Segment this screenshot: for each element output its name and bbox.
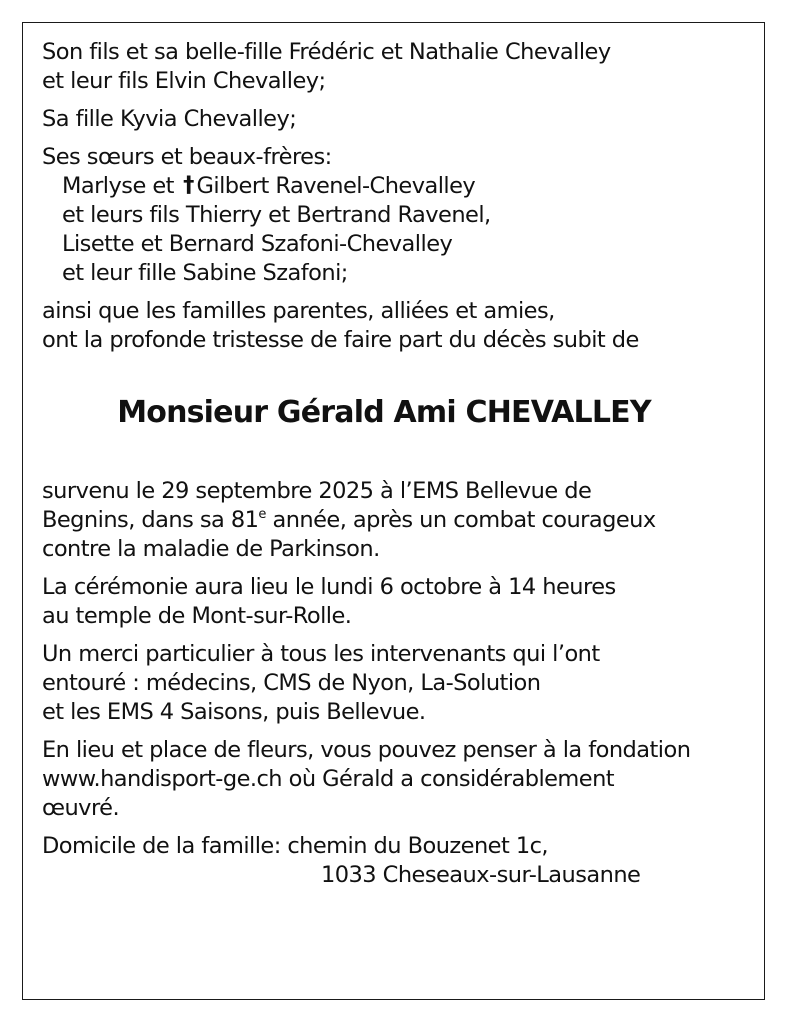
sibling-1-names: Marlyse et (62, 173, 174, 199)
deceased-cross-icon: † (183, 172, 194, 198)
deceased-name-block (42, 395, 754, 431)
announcement-line-2: ont la profonde tristesse de faire part du décès subit de (42, 327, 639, 353)
deceased-name: Monsieur Gérald Ami CHEVALLEY (117, 395, 651, 430)
sibling-1-line-1 (42, 172, 754, 201)
announcement-line-1: ainsi que les familles parentes, alliées et amies, (42, 298, 555, 324)
details-line-2-end: année, après un combat courageux (265, 507, 656, 533)
sibling-1-line-2: et leurs fils Thierry et Bertrand Ravenel, (62, 202, 491, 228)
donation-line-3: œuvré. (42, 795, 120, 821)
sibling-1-spouse: Gilbert Ravenel-Chevalley (196, 173, 476, 199)
details-line-2-start: Begnins, dans sa 81 (42, 507, 259, 533)
son-line-1: Son fils et sa belle-fille Frédéric et Nathalie Chevalley (42, 39, 611, 65)
donation-paragraph (42, 736, 754, 823)
details-line-3: contre la maladie de Parkinson. (42, 536, 380, 562)
daughter-paragraph (42, 105, 754, 134)
siblings-intro: Ses sœurs et beaux-frères: (42, 144, 332, 170)
announcement-paragraph (42, 297, 754, 355)
thanks-line-3: et les EMS 4 Saisons, puis Bellevue. (42, 699, 426, 725)
thanks-line-2: entouré : médecins, CMS de Nyon, La-Solution (42, 670, 541, 696)
domicile-line-1: Domicile de la famille: chemin du Bouzenet 1c, (42, 833, 549, 859)
son-line-2: et leur fils Elvin Chevalley; (42, 68, 326, 94)
siblings-paragraph (42, 143, 754, 288)
ceremony-line-2: au temple de Mont-sur-Rolle. (42, 603, 352, 629)
death-notice (42, 38, 754, 899)
son-paragraph (42, 38, 754, 96)
ceremony-paragraph (42, 573, 754, 631)
sibling-2-line-1: Lisette et Bernard Szafoni-Chevalley (62, 231, 453, 257)
thanks-line-1: Un merci particulier à tous les intervenants qui l’ont (42, 641, 600, 667)
thanks-paragraph (42, 640, 754, 727)
ordinal-superscript: e (258, 507, 266, 522)
details-line-1: survenu le 29 septembre 2025 à l’EMS Bellevue de (42, 478, 592, 504)
details-line-2 (42, 506, 754, 535)
domicile-city: 1033 Cheseaux-sur-Lausanne (321, 862, 641, 888)
ceremony-line-1: La cérémonie aura lieu le lundi 6 octobre à 14 heures (42, 574, 616, 600)
sibling-2-line-2: et leur fille Sabine Szafoni; (62, 260, 348, 286)
domicile-paragraph (42, 832, 754, 890)
daughter-line: Sa fille Kyvia Chevalley; (42, 106, 297, 132)
details-paragraph (42, 477, 754, 564)
donation-line-1: En lieu et place de fleurs, vous pouvez penser à la fondation (42, 737, 691, 763)
donation-line-2: www.handisport-ge.ch où Gérald a considérablement (42, 766, 615, 792)
